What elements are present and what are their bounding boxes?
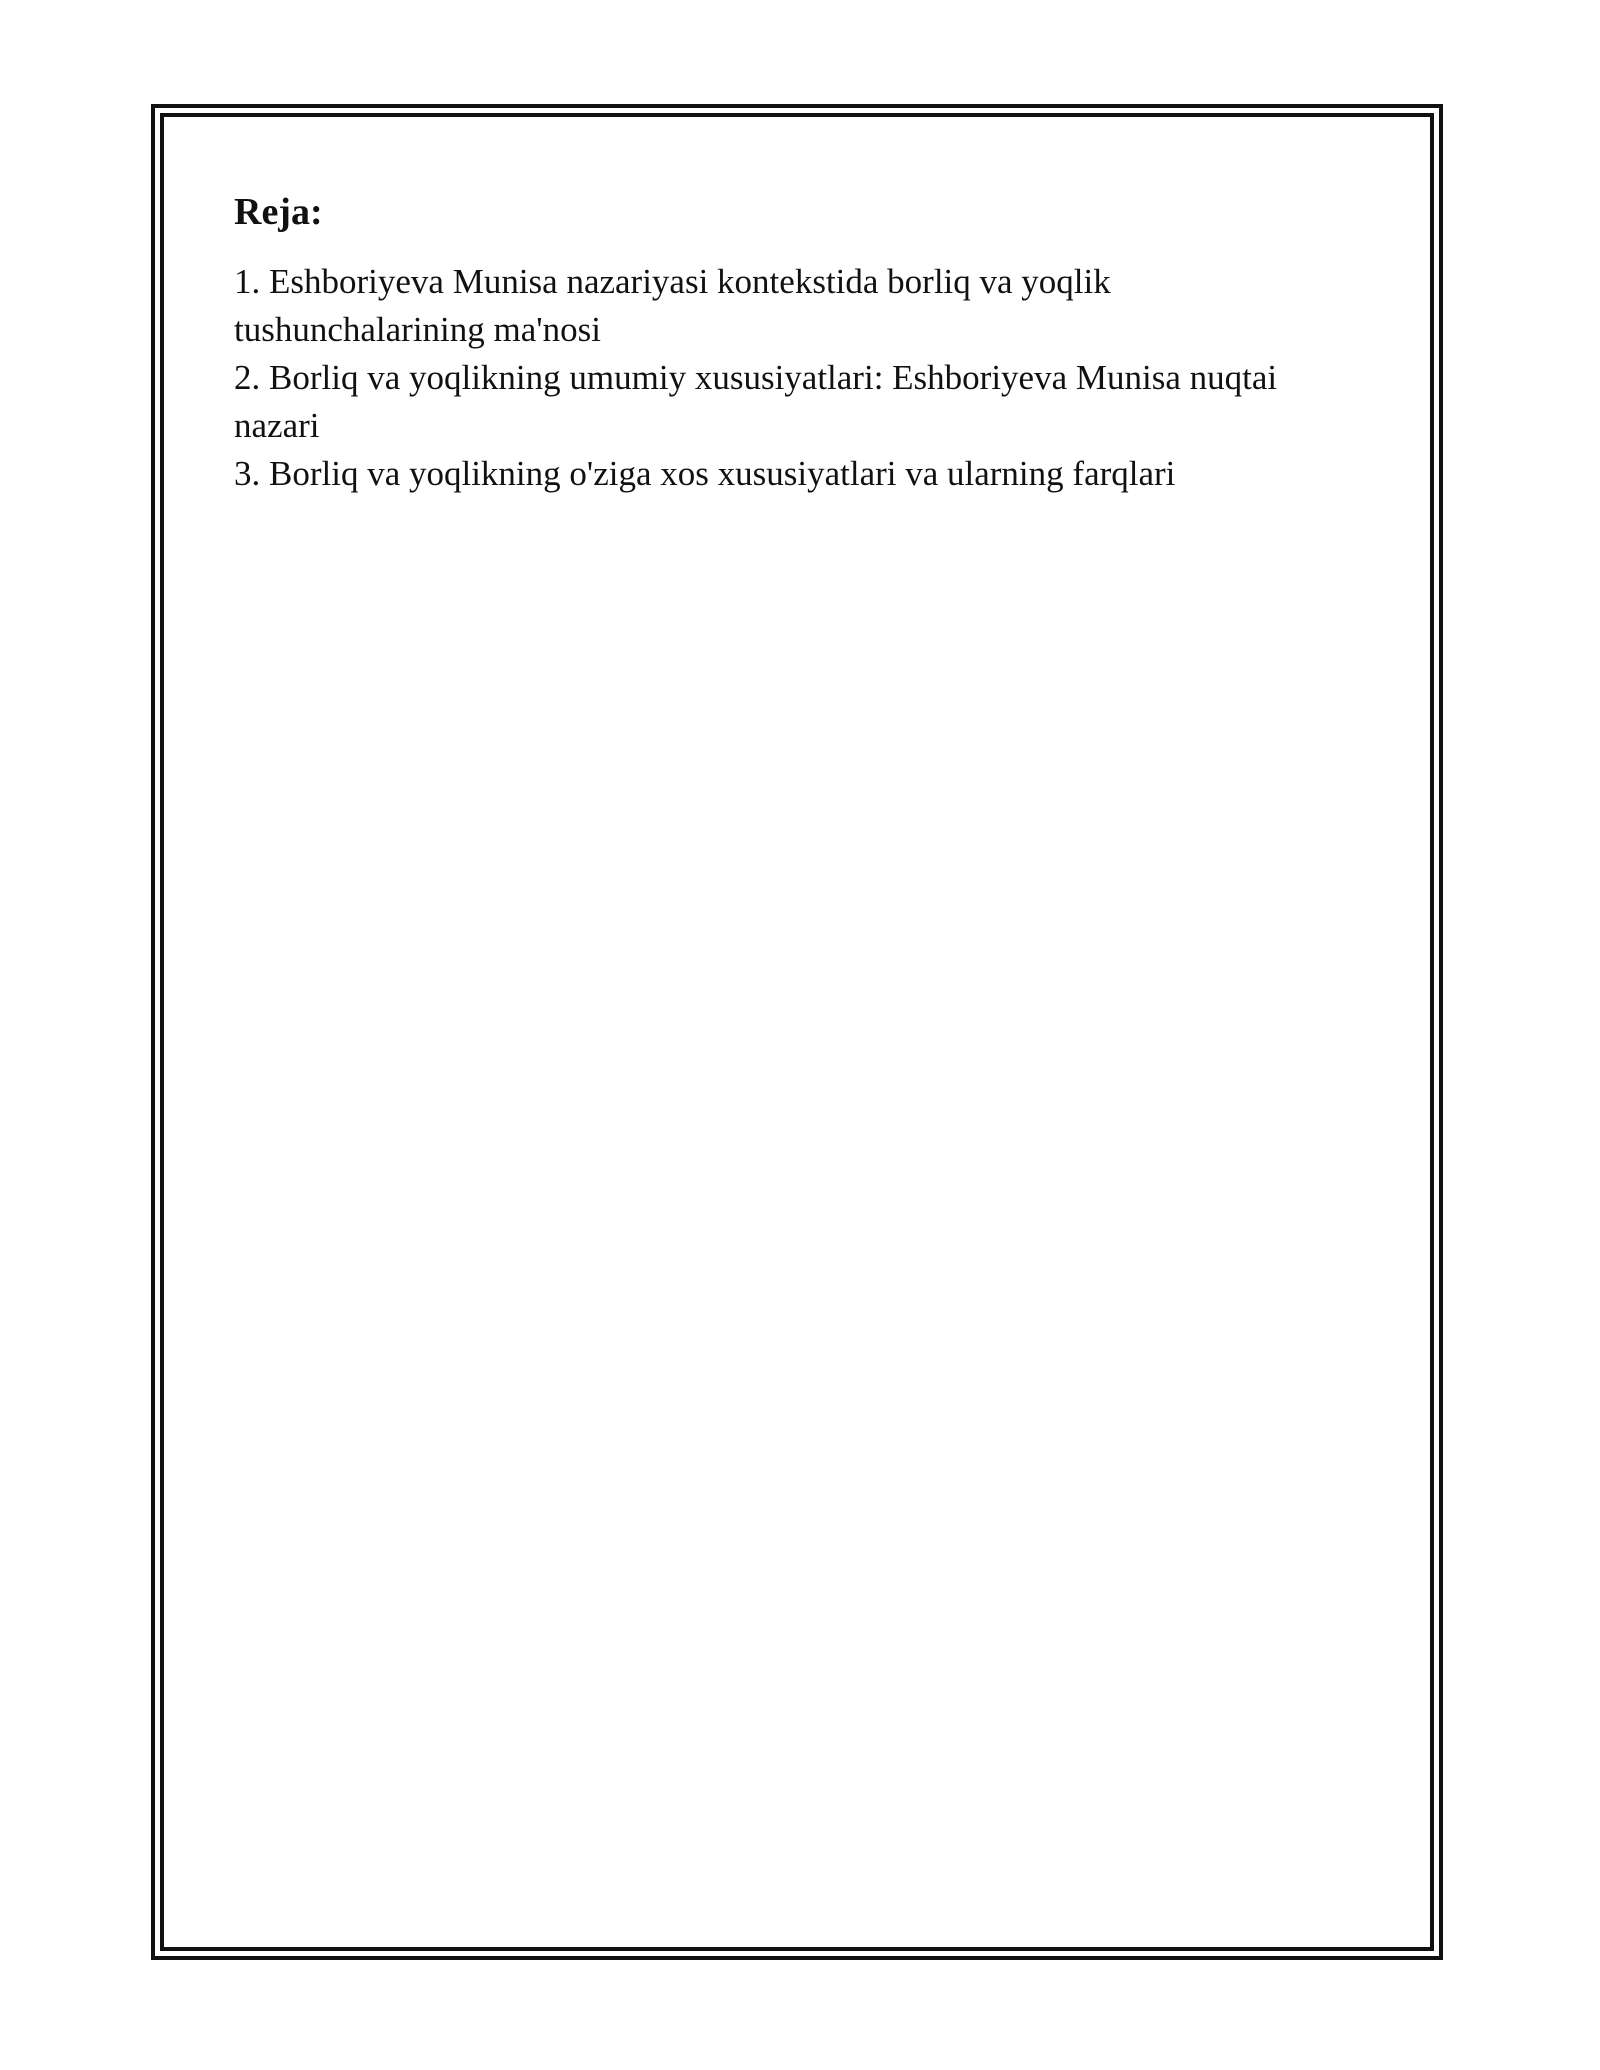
plan-item-2: 2. Borliq va yoqlikning umumiy xususiyatlari: Eshboriyeva Munisa nuqtai nazari [234,358,1278,445]
plan-list [234,258,1364,498]
plan-item-3: 3. Borliq va yoqlikning o'ziga xos xususiyatlari va ularning farqlari [234,454,1176,493]
plan-item-1: 1. Eshboriyeva Munisa nazariyasi kontekstida borliq va yoqlik tushunchalarining ma'nosi [234,262,1111,349]
plan-heading: Reja: [234,191,323,233]
document-content [234,188,1364,498]
